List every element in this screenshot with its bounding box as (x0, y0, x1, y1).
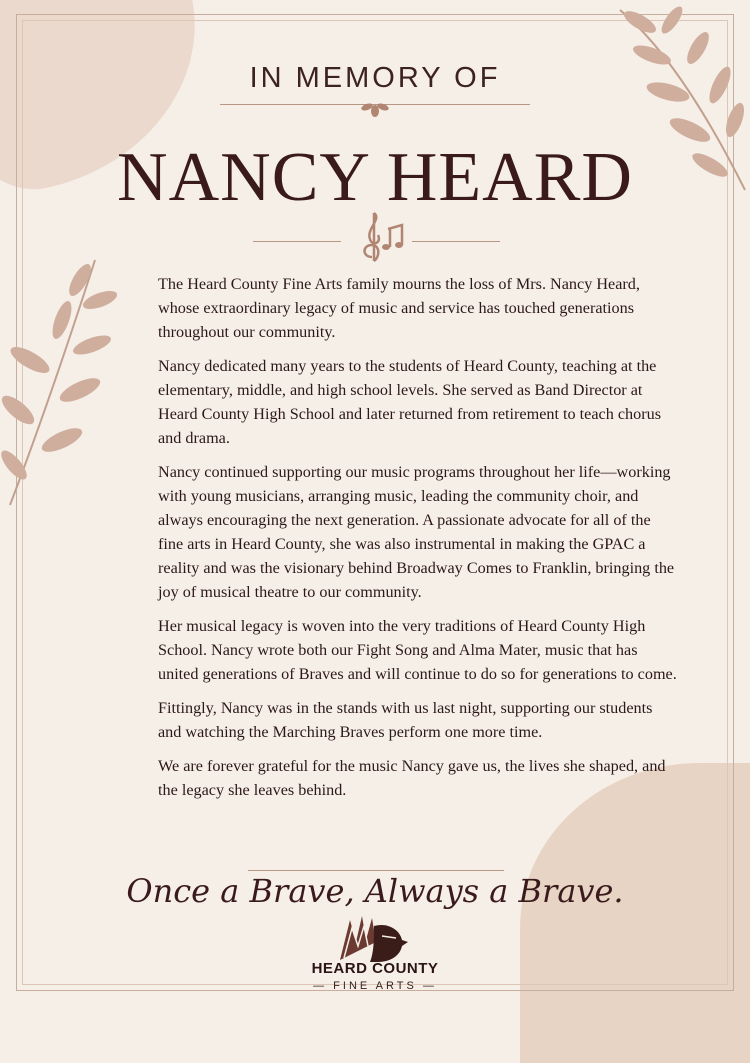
music-notes-icon (356, 205, 406, 265)
divider-line (412, 241, 500, 242)
brave-mascot-logo (330, 912, 416, 964)
divider-line (253, 241, 341, 242)
memorial-kicker: IN MEMORY OF (249, 62, 501, 94)
tagline: Once a Brave, Always a Brave. (126, 872, 624, 910)
paragraph: Nancy dedicated many years to the students of Heard County, teaching at the elementary, middle, and high school levels. She served as Band Director at Heard County High School and later returned from retirement to teach chorus and drama. (158, 357, 661, 447)
divider-line (248, 870, 504, 871)
honoree-name: NANCY HEARD (117, 139, 633, 216)
org-subtitle: — FINE ARTS — (313, 980, 437, 992)
paragraph: Her musical legacy is woven into the very traditions of Heard County High School. Nancy wrote both our Fight Song and Alma Mater, music that has united generations of Braves and will continue to do so for generations to come. (158, 617, 677, 683)
paragraph: We are forever grateful for the music Nancy gave us, the lives she shaped, and the legacy she leaves behind. (158, 757, 666, 799)
paragraph: Fittingly, Nancy was in the stands with us last night, supporting our students and watching the Marching Braves perform one more time. (158, 699, 653, 741)
leaf-branch-icon (0, 250, 130, 510)
memorial-body (158, 272, 678, 812)
flourish-ornament-icon (360, 100, 390, 124)
org-name: HEARD COUNTY (311, 960, 439, 977)
paragraph: The Heard County Fine Arts family mourns the loss of Mrs. Nancy Heard, whose extraordinary legacy of music and service has touched generations throughout our community. (158, 275, 640, 341)
paragraph: Nancy continued supporting our music programs throughout her life—working with young musicians, arranging music, leading the community choir, and always encouraging the next generation. A passionate advocate for all of the fine arts in Heard County, she was also instrumental in making the GPAC a reality and was the visionary behind Broadway Comes to Franklin, bringing the joy of musical theatre to our community. (158, 463, 675, 601)
